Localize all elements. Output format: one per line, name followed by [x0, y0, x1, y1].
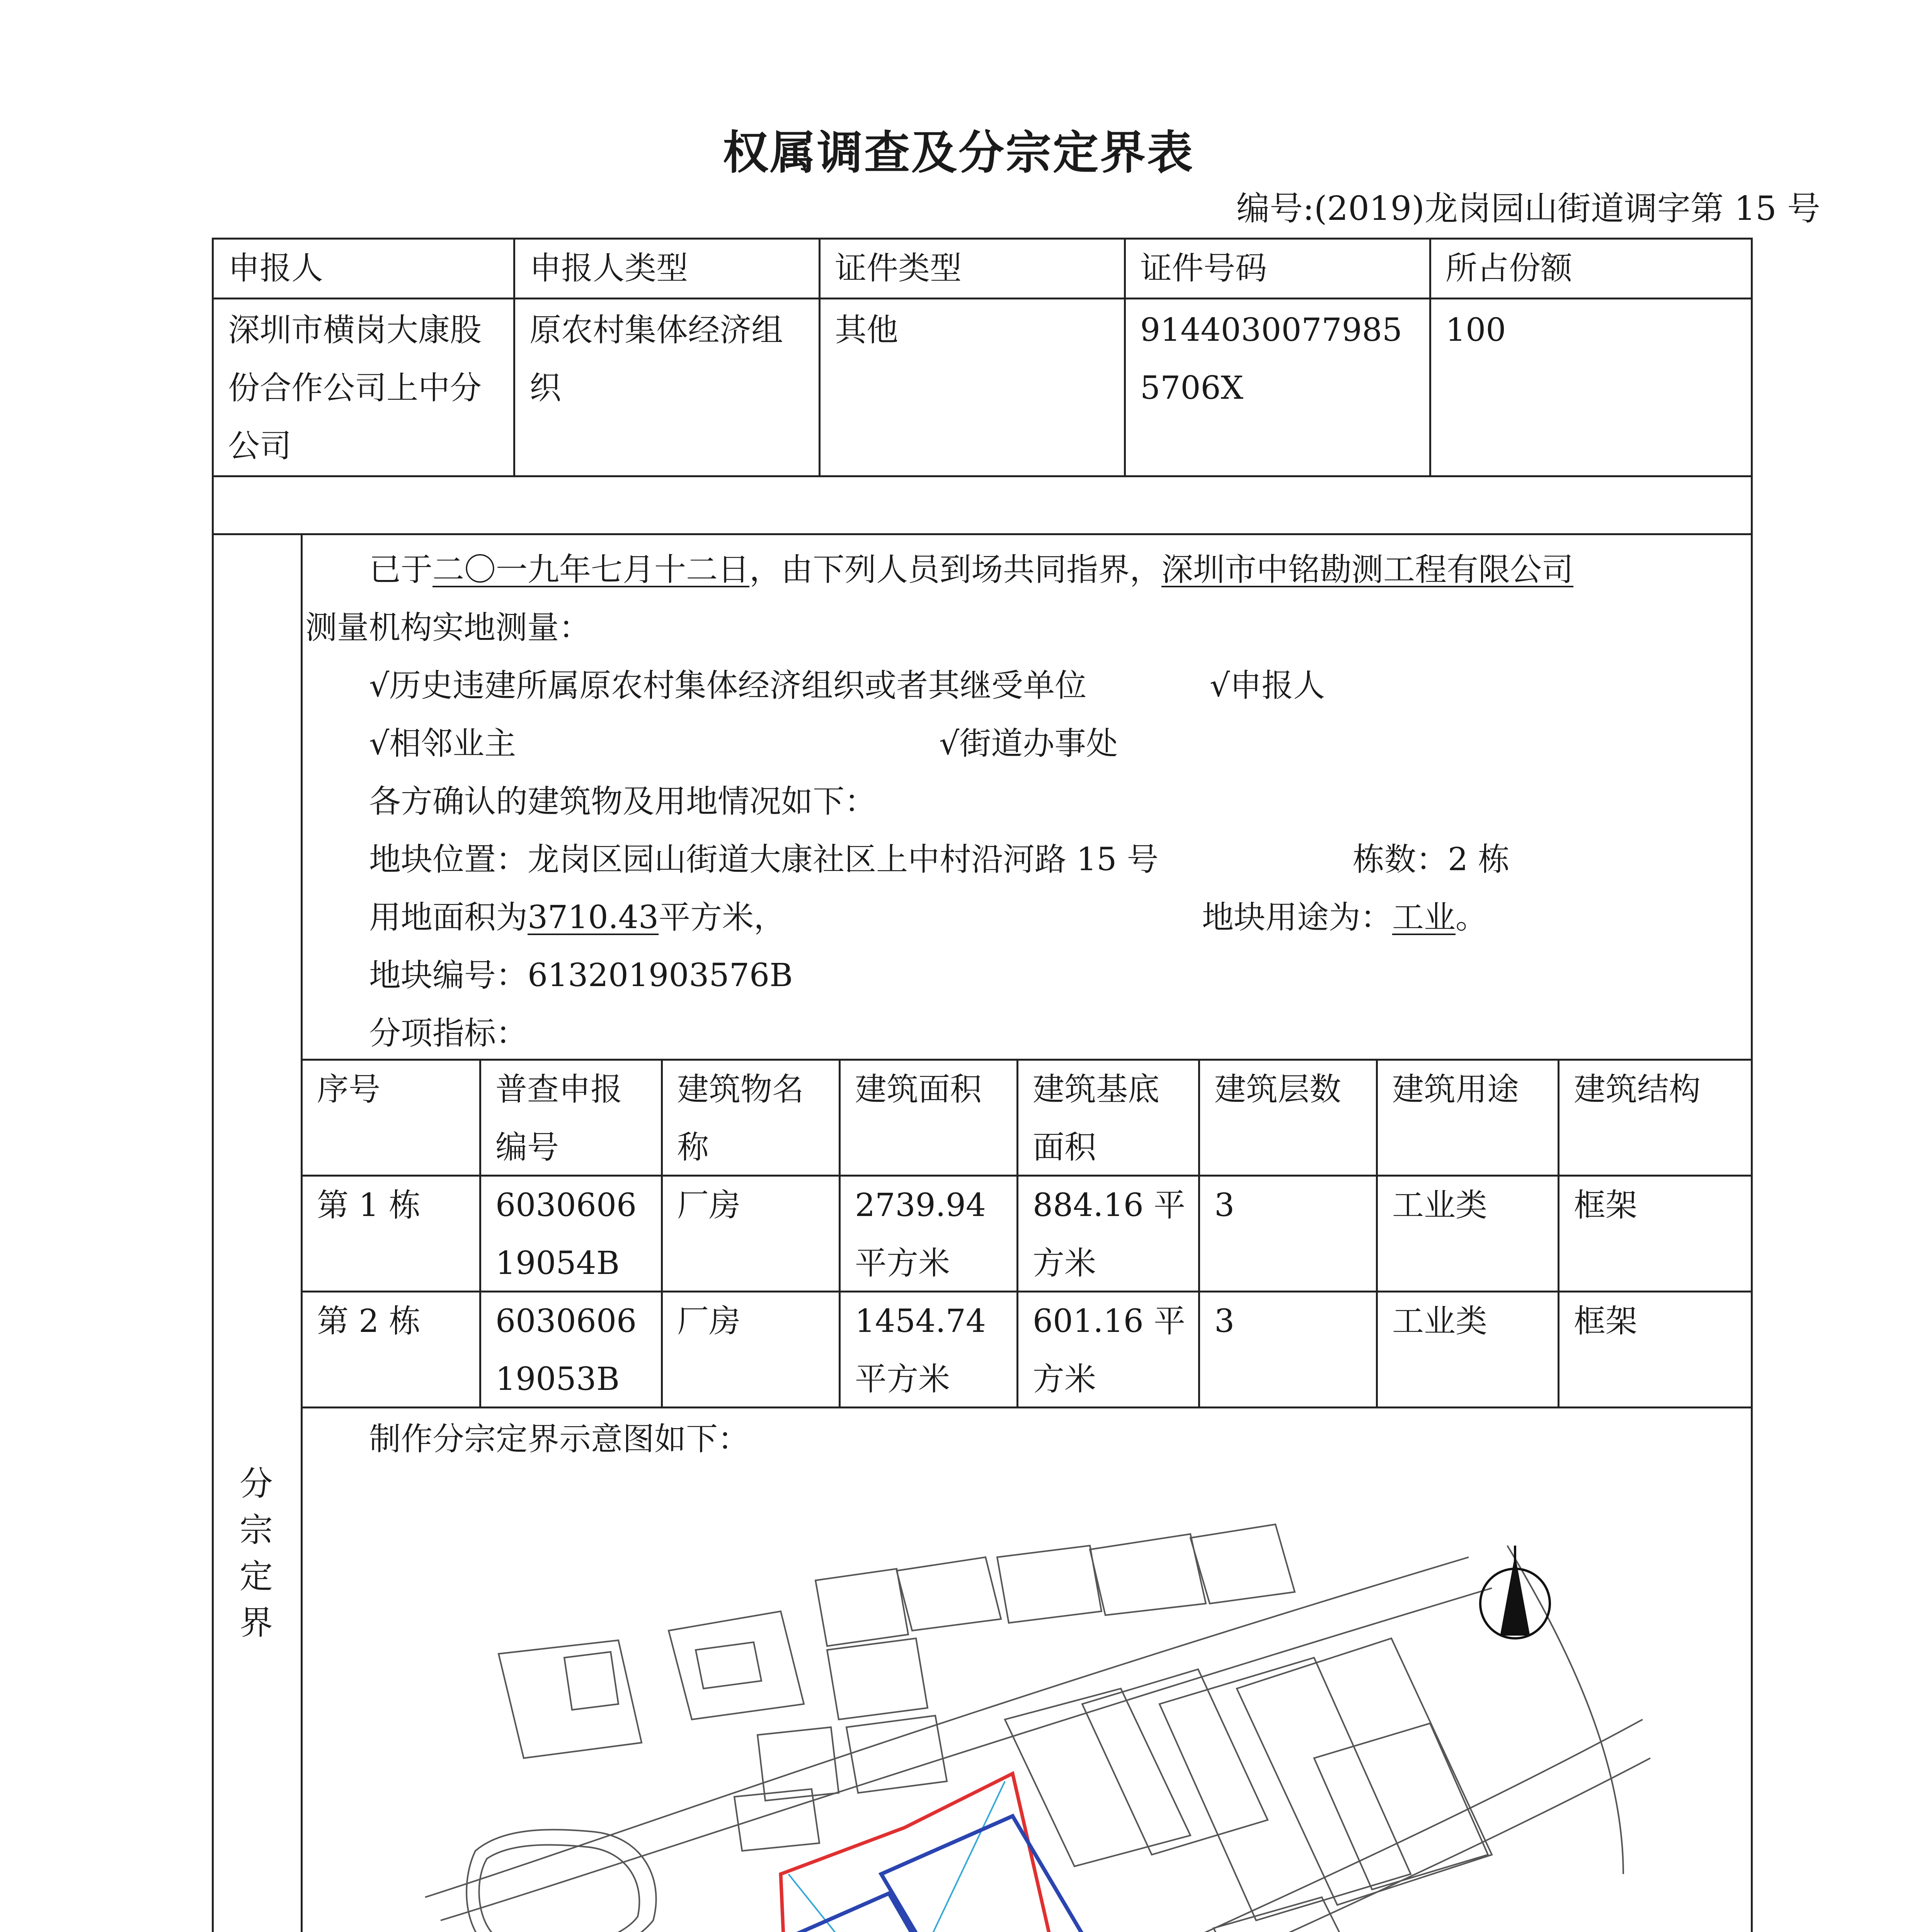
items-label: 分项指标：	[369, 1015, 528, 1052]
diagram-caption: 制作分宗定界示意图如下：	[369, 1421, 750, 1458]
bheader-floors: 建筑层数	[1214, 1071, 1342, 1108]
divider	[1124, 238, 1126, 475]
building-1-outline	[881, 1816, 1113, 1932]
survey-middle: ，由下列人员到场共同指界，	[749, 551, 1162, 588]
applicant-name: 深圳市横岗大康股份合作公司上中分公司	[228, 312, 482, 464]
divider	[1016, 1059, 1018, 1406]
bheader-code: 普查申报编号	[495, 1071, 623, 1166]
building-count-label: 栋数：	[1353, 841, 1448, 878]
north-arrow-icon	[1480, 1546, 1550, 1638]
b1-seq: 第 1 栋	[317, 1187, 421, 1224]
b2-base: 601.16 平方米	[1033, 1303, 1185, 1398]
bheader-structure: 建筑结构	[1574, 1071, 1701, 1108]
building-count	[1353, 831, 1510, 889]
survey-prefix: 已于	[369, 551, 433, 588]
parcel-label: 地块编号：	[369, 957, 528, 994]
bheader-use: 建筑用途	[1392, 1071, 1519, 1108]
divider	[819, 238, 821, 475]
usage-label: 地块用途为：	[1202, 899, 1393, 936]
divider	[661, 1059, 663, 1406]
b2-floors: 3	[1214, 1303, 1235, 1340]
location-label: 地块位置：	[369, 841, 528, 878]
b2-use: 工业类	[1392, 1303, 1488, 1340]
confirm-text: 各方确认的建筑物及用地情况如下：	[369, 783, 877, 820]
b2-area: 1454.74 平方米	[855, 1303, 986, 1398]
divider	[513, 238, 515, 475]
survey-suffix: 测量机构实地测量：	[305, 609, 591, 646]
area-value: 3710.43	[528, 899, 659, 936]
b1-code: 603060619054B	[495, 1187, 637, 1282]
b1-base: 884.16 平方米	[1033, 1187, 1185, 1282]
header-cert-no: 证件号码	[1140, 250, 1267, 287]
share-value: 100	[1445, 312, 1506, 349]
b1-structure: 框架	[1574, 1187, 1638, 1224]
applicant-type: 原农村集体经济组织	[529, 312, 783, 406]
boundary-diagram	[348, 1488, 1681, 1932]
bheader-name: 建筑物名称	[677, 1071, 804, 1166]
divider	[212, 298, 1753, 299]
bheader-area: 建筑面积	[855, 1071, 982, 1108]
page-title: 权属调查及分宗定界表	[722, 126, 1194, 179]
bheader-seq: 序号	[317, 1071, 381, 1108]
attendee-neighbor: √相邻业主	[369, 725, 516, 762]
b1-use: 工业类	[1392, 1187, 1488, 1224]
b2-seq: 第 2 栋	[317, 1303, 421, 1340]
divider	[301, 533, 303, 1932]
parcel-value: 613201903576B	[528, 957, 793, 994]
header-applicant-type: 申报人类型	[529, 250, 688, 287]
bheader-base: 建筑基底面积	[1033, 1071, 1160, 1166]
area-line	[369, 889, 785, 947]
area-label: 用地面积为	[369, 899, 528, 936]
section-label: 分宗定界	[240, 1464, 273, 1642]
divider	[212, 533, 1753, 535]
divider	[1429, 238, 1431, 475]
parcel-line	[369, 947, 793, 1005]
divider	[1198, 1059, 1200, 1406]
b1-area: 2739.94 平方米	[855, 1187, 986, 1282]
survey-company: 深圳市中铭勘测工程有限公司	[1161, 551, 1574, 588]
header-cert-type: 证件类型	[835, 250, 962, 287]
document-number: 编号:(2019)龙岗园山街道调字第 15 号	[1236, 189, 1820, 228]
divider	[479, 1059, 481, 1406]
attendee-applicant: √申报人	[1210, 667, 1325, 704]
usage-end: 。	[1456, 899, 1488, 936]
usage-value: 工业	[1392, 899, 1456, 936]
divider	[1376, 1059, 1378, 1406]
divider	[1558, 1059, 1559, 1406]
survey-date: 二〇一九年七月十二日	[432, 551, 750, 588]
building-count-value: 2 栋	[1448, 841, 1510, 878]
parcel-boundary	[781, 1774, 1113, 1932]
divider	[839, 1059, 841, 1406]
building-2-outline	[792, 1893, 989, 1932]
cert-type: 其他	[835, 312, 899, 349]
b2-name: 厂房	[677, 1303, 741, 1340]
header-share: 所占份额	[1445, 250, 1573, 287]
location-line	[369, 831, 1159, 889]
survey-statement	[369, 541, 1573, 599]
b1-name: 厂房	[677, 1187, 741, 1224]
attendee-collective: √历史违建所属原农村集体经济组织或者其继受单位	[369, 667, 1087, 704]
attendee-street-office: √街道办事处	[939, 725, 1118, 762]
b2-structure: 框架	[1574, 1303, 1638, 1340]
divider	[212, 475, 1753, 477]
usage-line	[1202, 889, 1487, 947]
header-applicant: 申报人	[228, 250, 323, 287]
area-unit: 平方米，	[659, 899, 786, 936]
cert-number: 91440300779855706X	[1140, 312, 1403, 406]
b1-floors: 3	[1214, 1187, 1235, 1224]
location-value: 龙岗区园山街道大康社区上中村沿河路 15 号	[528, 841, 1159, 878]
b2-code: 603060619053B	[495, 1303, 637, 1398]
